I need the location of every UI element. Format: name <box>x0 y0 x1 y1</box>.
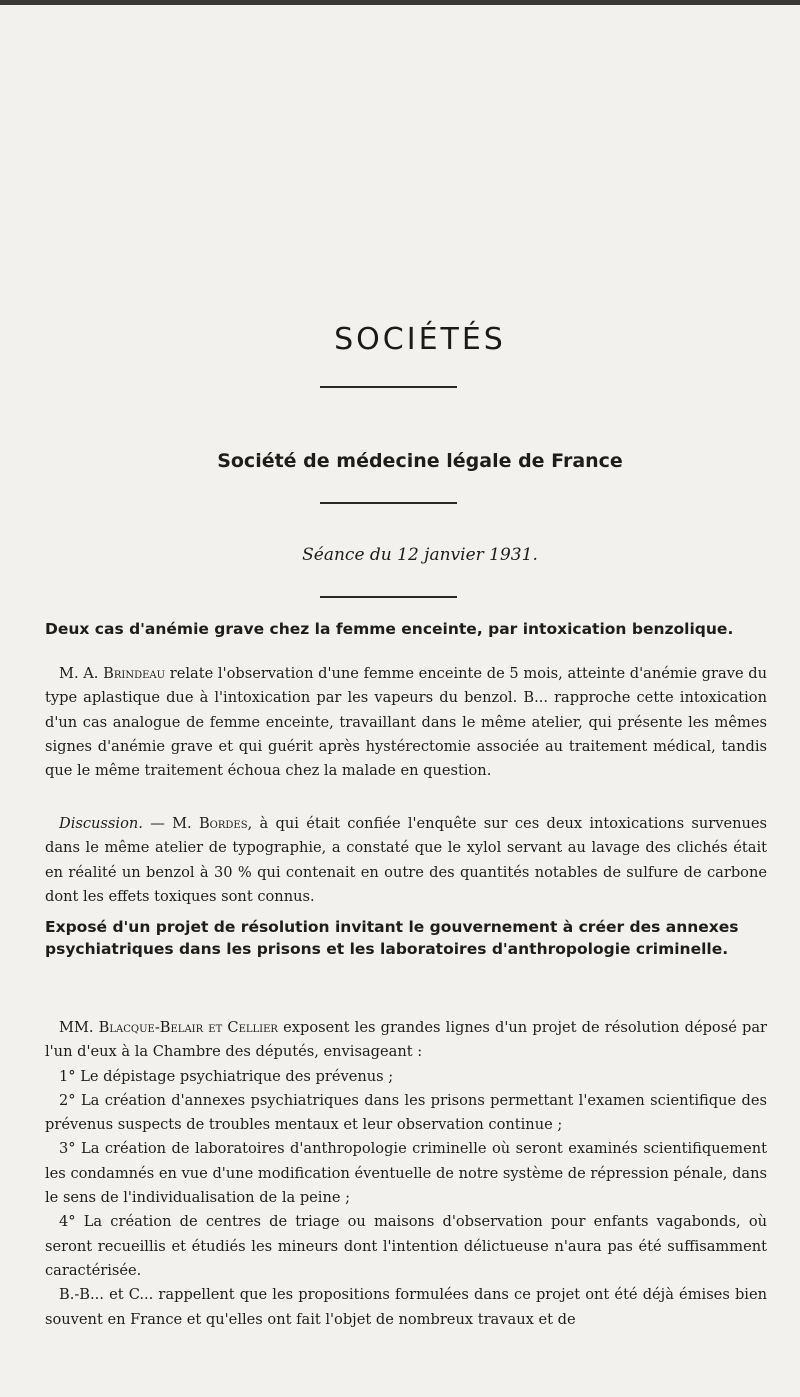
article-1-body <box>45 662 767 783</box>
discussion-author: M. Bordes, <box>172 815 253 832</box>
list-item: 3° La création de laboratoires d'anthropologie criminelle où seront examinés scientifiquement les condamnés en vue d'une modification éventuelle de notre système de répression pénale, dans le sens de l'individualisation de la peine ; <box>45 1140 767 1207</box>
discussion-text: à qui était confiée l'enquête sur ces deux intoxications survenues dans le même atelier de typographie, a constaté que le xylol servant au lavage des clichés était en réalité un benzol à 30 % qui contenait en outre des quantités notables de sulfure de carbone dont les effets toxiques sont connus. <box>45 815 768 905</box>
author-name: M. A. Brindeau <box>59 665 166 682</box>
list-item: 2° La création d'annexes psychiatriques dans les prisons permettant l'examen scientifique des prévenus suspects de troubles mentaux et leur observation continue ; <box>45 1091 767 1134</box>
list-item: 4° La création de centres de triage ou maisons d'observation pour enfants vagabonds, où seront recueillis et étudiés les mineurs dont l'intention délictueuse n'aura pas été suffisamment caractérisée. <box>45 1213 767 1279</box>
top-border <box>0 0 800 5</box>
closing-paragraph: B.-B... et C... rappellent que les propositions formulées dans ce projet ont été déjà émises bien souvent en France et qu'elles ont fait l'objet de nombreux travaux et de <box>45 1286 767 1328</box>
society-name: Société de médecine légale de France <box>217 450 623 472</box>
discussion-label: Discussion. <box>59 815 143 832</box>
title-rule <box>320 386 457 388</box>
society-rule <box>320 502 457 504</box>
article-1-text: relate l'observation d'une femme enceinte de 5 mois, atteinte d'anémie grave du type aplastique due à l'intoxication par les vapeurs du benzol. B... rapproche cette intoxication d'un cas analogue de femme enceinte, travaillant dans le même atelier, qui présente les mêmes signes d'anémie grave et qui guérit après hystérectomie associée au traitement médical, tandis que le même traitement échoua chez la malade en question. <box>45 665 768 780</box>
article-2-intro <box>45 1016 767 1065</box>
article-2-heading: Exposé d'un projet de résolution invitant le gouvernement à créer des annexes psychiatriques dans les prisons et les laboratoires d'anthropologie criminelle. <box>45 918 739 958</box>
session-rule <box>320 596 457 598</box>
session-date: Séance du 12 janvier 1931. <box>302 545 538 565</box>
discussion-paragraph: Discussion. — M. Bordes, à qui était confiée l'enquête sur ces deux intoxications survenues dans le même atelier de typographie, a constaté que le xylol servant au lavage des clichés était en réalité un benzol à 30 % qui contenait en outre des quantités notables de sulfure de carbone dont les effets toxiques sont connus. <box>45 815 768 905</box>
section-title: SOCIÉTÉS <box>334 322 506 357</box>
list-item: 1° Le dépistage psychiatrique des prévenus ; <box>59 1067 394 1085</box>
article-2-intro-text: exposent les grandes lignes d'un projet de résolution déposé par l'un d'eux à la Chambre des députés, envisageant : <box>45 1019 768 1061</box>
article-1-heading: Deux cas d'anémie grave chez la femme enceinte, par intoxication benzolique. <box>45 620 734 638</box>
article-2-body <box>45 1016 767 1332</box>
article-2-authors: MM. Blacque-Belair et Cellier <box>59 1019 278 1036</box>
